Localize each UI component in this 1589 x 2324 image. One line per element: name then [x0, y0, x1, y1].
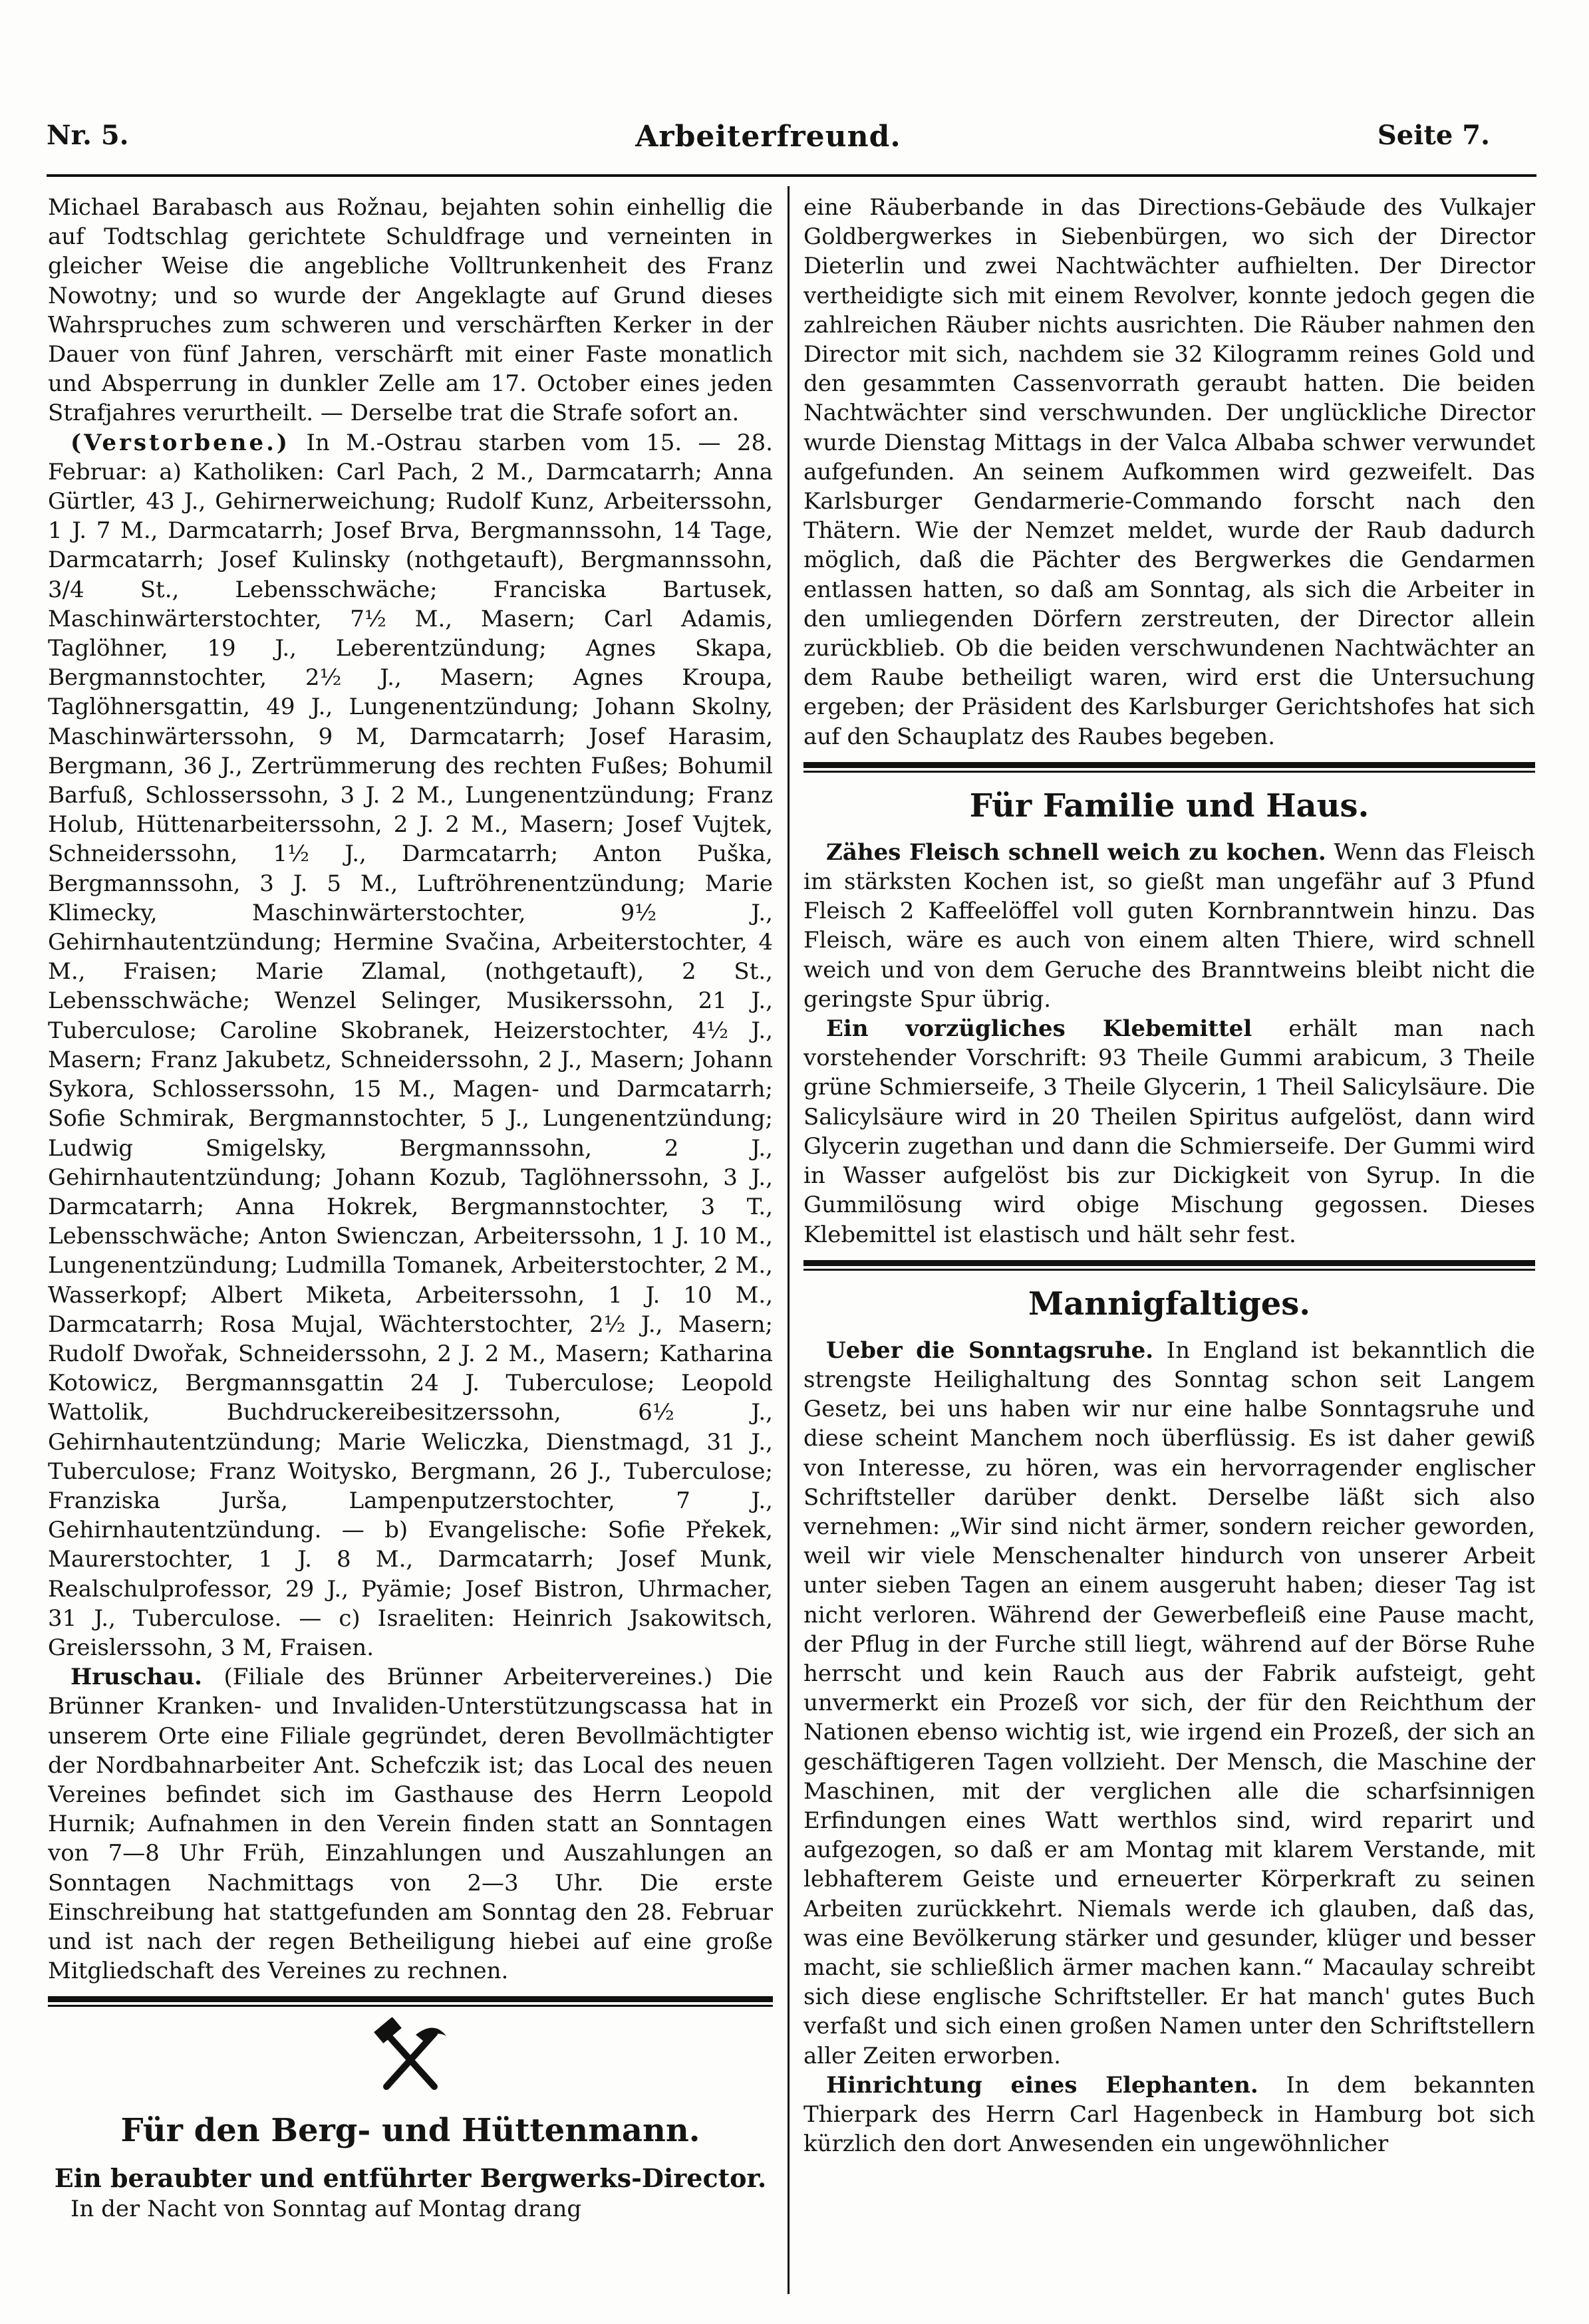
elephant-text: In dem bekannten Thierpark des Herrn Carl Hagenbeck in Hamburg bot sich kürzlich den dort Anwesenden ein ungewöhnlicher [803, 2071, 1535, 2158]
court-report-end: Michael Barabasch aus Rožnau, bejahten sohin einhellig die auf Todtschlag gerichtete Schuldfrage und verneinten in gleicher Weise die angebliche Volltrunkenheit des Franz Nowotny; und so wurde der Angeklagte auf Grund dieses Wahrspruches zum schweren und verschärften Kerker in der Dauer von fünf Jahren, verschärft mit einer Faste monatlich und Absperrung in dunkler Zelle am 17. October eines jeden Strafjahres verurtheilt. — Derselbe trat die Strafe sofort an. [48, 194, 773, 427]
issue-number: Nr. 5. [47, 120, 129, 151]
tip-meat-text: Wenn das Fleisch im stärksten Kochen ist, so gießt man ungefähr auf 3 Pfund Fleisch 2 Kaffeelöffel voll guten Kornbranntwein hinzu. Das Fleisch, wäre es auch von einem alten Thiere, wird schnell weich und von dem Geruche des Branntweins bleibt nicht die geringste Spur übrig. [803, 839, 1535, 1013]
tip-glue-text: erhält man nach vorstehender Vorschrift: 93 Theile Gummi arabicum, 3 Theile grüne Schmierseife, 3 Theile Glycerin, 1 Theil Salicylsäure. Die Salicylsäure wird in 20 Theilen Spiritus aufgelöst, dann wird Glycerin zugethan und dann die Schmierseife. Der Gummi wird in Wasser aufgelöst bis zur Dickigkeit von Syrup. In die Gummilösung wird obige Mischung gegossen. Dieses Klebemittel ist elastisch und hält sehr fest. [803, 1015, 1535, 1248]
section-title-mining: Für den Berg- und Hüttenmann. [120, 2112, 700, 2150]
tip-meat-paragraph [803, 838, 1535, 1014]
article-title-director: Ein beraubter und entführter Bergwerks-Director. [54, 2163, 767, 2194]
hruschau-text: (Filiale des Brünner Arbeitervereines.) Die Brünner Kranken- und Invaliden-Unterstützungscassa hat in unserem Orte eine Filiale gegründet, deren Bevollmächtigter der Nordbahnarbeiter Ant. Schefczik ist; das Local des neuen Vereines befindet sich im Gasthause des Herrn Leopold Hurnik; Aufnahmen in den Verein finden statt an Sonntagen von 7—8 Uhr Früh, Einzahlungen und Auszahlungen an Sonntagen Nachmittags von 2—3 Uhr. Die erste Einschreibung hat stattgefunden am Sonntag den 28. Februar und ist nach der regen Betheiligung hiebei auf eine große Mitgliedschaft des Vereines zu rechnen. [48, 1664, 773, 1985]
right-column [803, 193, 1535, 2287]
tip-glue-heading: Ein vorzügliches Klebemittel [826, 1015, 1252, 1043]
hruschau-paragraph [48, 1662, 773, 1986]
page-header [47, 120, 1490, 166]
newspaper-title: Arbeiterfreund. [635, 120, 901, 154]
section-rule-thin [48, 2005, 773, 2007]
article-director-start: In der Nacht von Sonntag auf Montag drang [71, 2196, 582, 2223]
deaths-text: In M.-Ostrau starben vom 15. — 28. Februar: a) Katholiken: Carl Pach, 2 M., Darmcatarrh; Anna Gürtler, 43 J., Gehirnerweichung; Rudolf Kunz, Arbeiterssohn, 1 J. 7 M., Darmcatarrh; Josef Brva, Bergmannssohn, 14 Tage, Darmcatarrh; Josef Kulinsky (nothgetauft), Bergmannssohn, 3/4 St., Lebensschwäche; Franciska Bartusek, Maschinwärterstochter, 7½ M., Masern; Carl Adamis, Taglöhner, 19 J., Leberentzündung; Agnes Skapa, Bergmannstochter, 2½ J., Masern; Agnes Kroupa, Taglöhnersgattin, 49 J., Lungenentzündung; Johann Skolny, Maschinwärterssohn, 9 M, Darmcatarrh; Josef Harasim, Bergmann, 36 J., Zertrümmerung des rechten Fußes; Bohumil Barfuß, Schlosserssohn, 3 J. 2 M., Lungenentzündung; Franz Holub, Hüttenarbeiterssohn, 2 J. 2 M., Masern; Josef Vujtek, Schneiderssohn, 1½ J., Darmcatarrh; Anton Puška, Bergmannssohn, 3 J. 5 M., Luftröhrenentzündung; Marie Klimecky, Maschinwärterstochter, 9½ J., Gehirnhautentzündung; Hermine Svačina, Arbeiterstochter, 4 M., Fraisen; Marie Zlamal, (nothgetauft), 2 St., Lebensschwäche; Wenzel Selinger, Musikerssohn, 21 J., Tuberculose; Caroline Skobranek, Heizerstochter, 4½ J., Masern; Franz Jakubetz, Schneiderssohn, 2 J., Masern; Johann Sykora, Schlosserssohn, 15 M., Magen- und Darmcatarrh; Sofie Schmirak, Bergmannstochter, 5 J., Lungenentzündung; Ludwig Smigelsky, Bergmannssohn, 2 J., Gehirnhautentzündung; Johann Kozub, Taglöhnerssohn, 3 J., Darmcatarrh; Anna Hokrek, Bergmannstochter, 3 T., Lebensschwäche; Anton Swienczan, Arbeiterssohn, 1 J. 10 M., Lungenentzündung; Ludmilla Tomanek, Arbeiterstochter, 2 M., Wasserkopf; Albert Miketa, Arbeiterssohn, 1 J. 10 M., Darmcatarrh; Rosa Mujal, Wächterstochter, 2½ J., Masern; Rudolf Dwořak, Schneiderssohn, 2 J. 2 M., Masern; Katharina Kotowicz, Bergmannsgattin 24 J. Tuberculose; Leopold Wattolik, Buchdruckereibesitzerssohn, 6½ J., Gehirnhautentzündung; Marie Weliczka, Dienstmagd, 31 J., Tuberculose; Franz Woitysko, Bergmann, 26 J., Tuberculose; Franziska Jurša, Lampenputzerstochter, 7 J., Gehirnhautentzündung. — b) Evangelische: Sofie Překek, Maurerstochter, 1 J. 8 M., Darmcatarrh; Josef Munk, Realschulprofessor, 29 J., Pyämie; Josef Bistron, Uhrmacher, 31 J., Tuberculose. — c) Israeliten: Heinrich Jsakowitsch, Greislerssohn, 3 M, Fraisen. [48, 429, 773, 1661]
tip-glue-paragraph [803, 1014, 1535, 1249]
page-number: Seite 7. [1377, 120, 1490, 151]
deaths-heading: (Verstorbene.) [71, 429, 291, 456]
hammer-pick-icon [48, 2017, 773, 2097]
column-divider [788, 186, 790, 2294]
section-rule-thick [48, 1996, 773, 2002]
robbery-continuation: eine Räuberbande in das Directions-Gebäude des Vulkajer Goldbergwerkes in Siebenbürgen, wo sich der Director Dieterlin und zwei Nachtwächter aufhielten. Der Director vertheidigte sich mit einem Revolver, konnte jedoch gegen die zahlreichen Räuber nichts ausrichten. Die Räuber nahmen den Director mit sich, nachdem sie 32 Kilogramm reines Gold und den gesammten Cassenvorrath geraubt hatten. Die beiden Nachtwächter sind verschwunden. Der unglückliche Director wurde Dienstag Mittags in der Valca Albaba schwer verwundet aufgefunden. An seinem Aufkommen wird gezweifelt. Das Karlsburger Gendarmerie-Commando forscht nach den Thätern. Wie der Nemzet meldet, wurde der Raub dadurch möglich, daß die Pächter des Bergwerkes die Gendarmen entlassen hatten, so daß am Sonntag, als sich die Arbeiter in den umliegenden Dörfern zerstreuten, der Director allein zurückblieb. Ob die beiden verschwundenen Nachtwächter an dem Raube betheiligt waren, wird erst die Untersuchung ergeben; der Präsident des Karlsburger Gerichtshofes hat sich auf den Schauplatz des Raubes begeben. [803, 194, 1535, 750]
left-column [48, 193, 773, 2287]
sunday-rest-heading: Ueber die Sonntagsruhe. [826, 1337, 1154, 1364]
section-rule-thick [803, 1260, 1535, 1266]
deaths-paragraph [48, 428, 773, 1663]
hruschau-heading: Hruschau. [71, 1664, 202, 1691]
tip-meat-heading: Zähes Fleisch schnell weich zu kochen. [826, 839, 1326, 866]
elephant-paragraph [803, 2071, 1535, 2159]
sunday-rest-paragraph [803, 1336, 1535, 2071]
header-rule [47, 174, 1536, 177]
section-title-miscellany: Mannigfaltiges. [1028, 1285, 1311, 1323]
elephant-heading: Hinrichtung eines Elephanten. [826, 2071, 1258, 2099]
section-rule-thin [803, 771, 1535, 773]
section-rule-thin [803, 1269, 1535, 1271]
section-rule-thick [803, 762, 1535, 768]
sunday-rest-text: In England ist bekanntlich die strengste Heilighaltung des Sonntag schon seit Langem Gesetz, bei uns haben wir nur eine halbe Sonntagsruhe und diese scheint Manchem noch überflüssig. Es ist daher gewiß von Interesse, zu hören, was ein hervorragender englischer Schriftsteller darüber denkt. Derselbe läßt sich also vernehmen: „Wir sind nicht ärmer, sondern reicher geworden, weil wir viele Menschenalter hindurch von unserer Arbeit unter sieben Tagen an einem ausgeruht haben; dieser Tag ist nicht verloren. Während der Gewerbefleiß eine Pause macht, der Pflug in der Furche still liegt, während auf der Börse Ruhe herrscht und kein Rauch aus der Fabrik aufsteigt, geht unvermerkt ein Prozeß vor sich, der für den Reichthum der Nationen ebenso wichtig ist, wie irgend ein Prozeß, der sich an geschäftigeren Tagen vollzieht. Der Mensch, die Maschine der Maschinen, mit der verglichen alle die scharfsinnigen Erfindungen eines Watt werthlos sind, wird reparirt und aufgezogen, so daß er am Montag mit klarem Verstande, mit lebhafterem Geiste und erneuerter Körperkraft zu seinen Arbeiten zurückkehrt. Niemals werde ich glauben, daß das, was eine Bevölkerung stärker und gesunder, klüger und besser macht, sie schließlich ärmer machen kann.“ Macaulay schreibt sich diese englische Schriftsteller. Er hat manch' gutes Buch verfaßt und sich einen großen Namen unter den Schriftstellern aller Zeiten erworben. [803, 1337, 1535, 2069]
section-title-family: Für Familie und Haus. [969, 787, 1370, 825]
